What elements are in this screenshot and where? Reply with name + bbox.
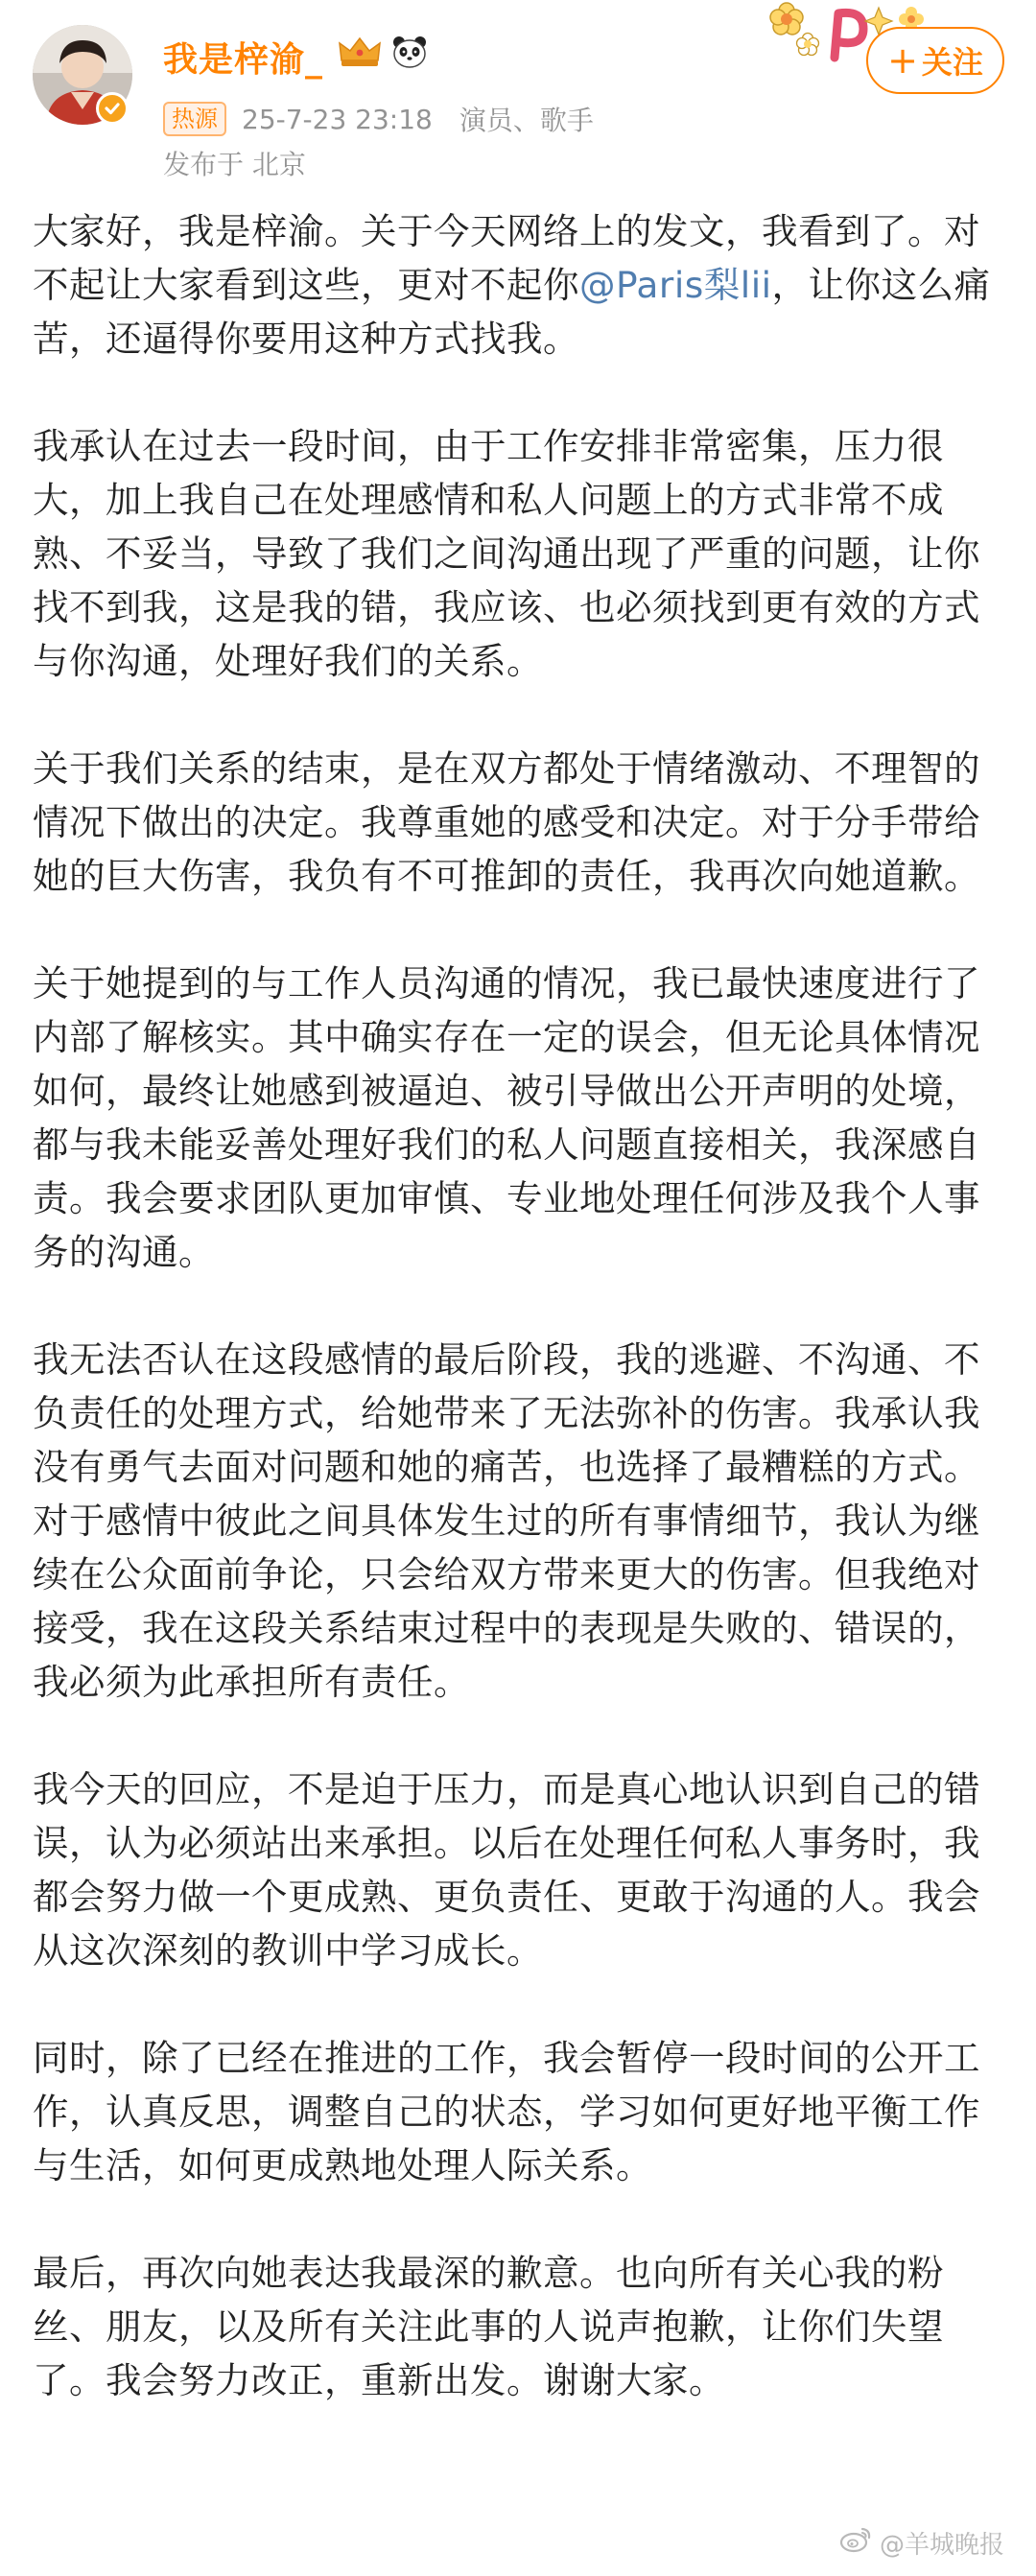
verified-badge-icon (96, 92, 129, 125)
post-paragraph-5: 我无法否认在这段感情的最后阶段，我的逃避、不沟通、不负责任的处理方式，给她带来了无法弥补的伤害。我承认我没有勇气去面对问题和她的痛苦，也选择了最糟糕的方式。对于感情中彼此之间具体发生过的所有事情细节，我认为继续在公众面前争论，只会给双方带来更大的伤害。但我绝对接受，我在这段关系结束过程中的表现是失败的、错误的，我必须为此承担所有责任。 (33, 1338, 980, 1703)
watermark-text: @羊城晚报 (880, 2531, 1005, 2560)
post-content (33, 204, 1006, 2407)
follow-label: 关注 (921, 44, 983, 81)
post-paragraph-7: 同时，除了已经在推进的工作，我会暂停一段时间的公开工作，认真反思，调整自己的状态，学习如何更好地平衡工作与生活，如何更成熟地处理人际关系。 (33, 2037, 980, 2186)
user-category: 演员、歌手 (459, 105, 594, 136)
post-paragraph-2: 我承认在过去一段时间，由于工作安排非常密集，压力很大，加上我自己在处理感情和私人问题上的方式非常不成熟、不妥当，导致了我们之间沟通出现了严重的问题，让你找不到我，这是我的错，我应该、也必须找到更有效的方式与你沟通，处理好我们的关系。 (33, 425, 980, 682)
panda-icon (391, 35, 428, 73)
post-paragraph-3: 关于我们关系的结束，是在双方都处于情绪激动、不理智的情况下做出的决定。我尊重她的感受和决定。对于分手带给她的巨大伤害，我负有不可推卸的责任，我再次向她道歉。 (33, 747, 980, 897)
user-badges (338, 35, 428, 73)
weibo-icon (839, 2526, 872, 2560)
paragraph-text: 大家好，我是梓渝。关于今天网络上的发文，我看到了。对不起让大家看到这些，更对不起你 (33, 210, 980, 306)
watermark (839, 2525, 1004, 2561)
hot-source-badge[interactable]: 热源 (163, 102, 226, 136)
mention-link[interactable]: @Paris梨lii (579, 264, 772, 306)
follow-button[interactable] (866, 27, 1004, 94)
post-location: 发布于 北京 (163, 149, 306, 180)
username[interactable]: 我是梓渝_ (163, 40, 324, 80)
post-timestamp: 25-7-23 23:18 (242, 103, 433, 135)
post-paragraph-4: 关于她提到的与工作人员沟通的情况，我已最快速度进行了内部了解核实。其中确实存在一定的误会，但无论具体情况如何，最终让她感到被逼迫、被引导做出公开声明的处境，都与我未能妥善处理好我们的私人问题直接相关，我深感自责。我会要求团队更加审慎、专业地处理任何涉及我个人事务的沟通。 (33, 962, 980, 1273)
post-meta (163, 100, 594, 138)
post-header (0, 0, 1036, 182)
plus-icon: + (887, 39, 918, 82)
crown-icon (338, 35, 382, 72)
paragraph-text: ，让你这么痛苦，还逼得你要用这种方式找我。 (33, 264, 991, 360)
post-paragraph-6: 我今天的回应，不是迫于压力，而是真心地认识到自己的错误，认为必须站出来承担。以后在处理任何私人事务时，我都会努力做一个更成熟、更负责任、更敢于沟通的人。我会从这次深刻的教训中学习成长。 (33, 1768, 980, 1972)
post-paragraph-1 (33, 204, 1006, 366)
post-paragraph-8: 最后，再次向她表达我最深的歉意。也向所有关心我的粉丝、朋友，以及所有关注此事的人说声抱歉，让你们失望了。我会努力改正，重新出发。谢谢大家。 (33, 2252, 944, 2401)
